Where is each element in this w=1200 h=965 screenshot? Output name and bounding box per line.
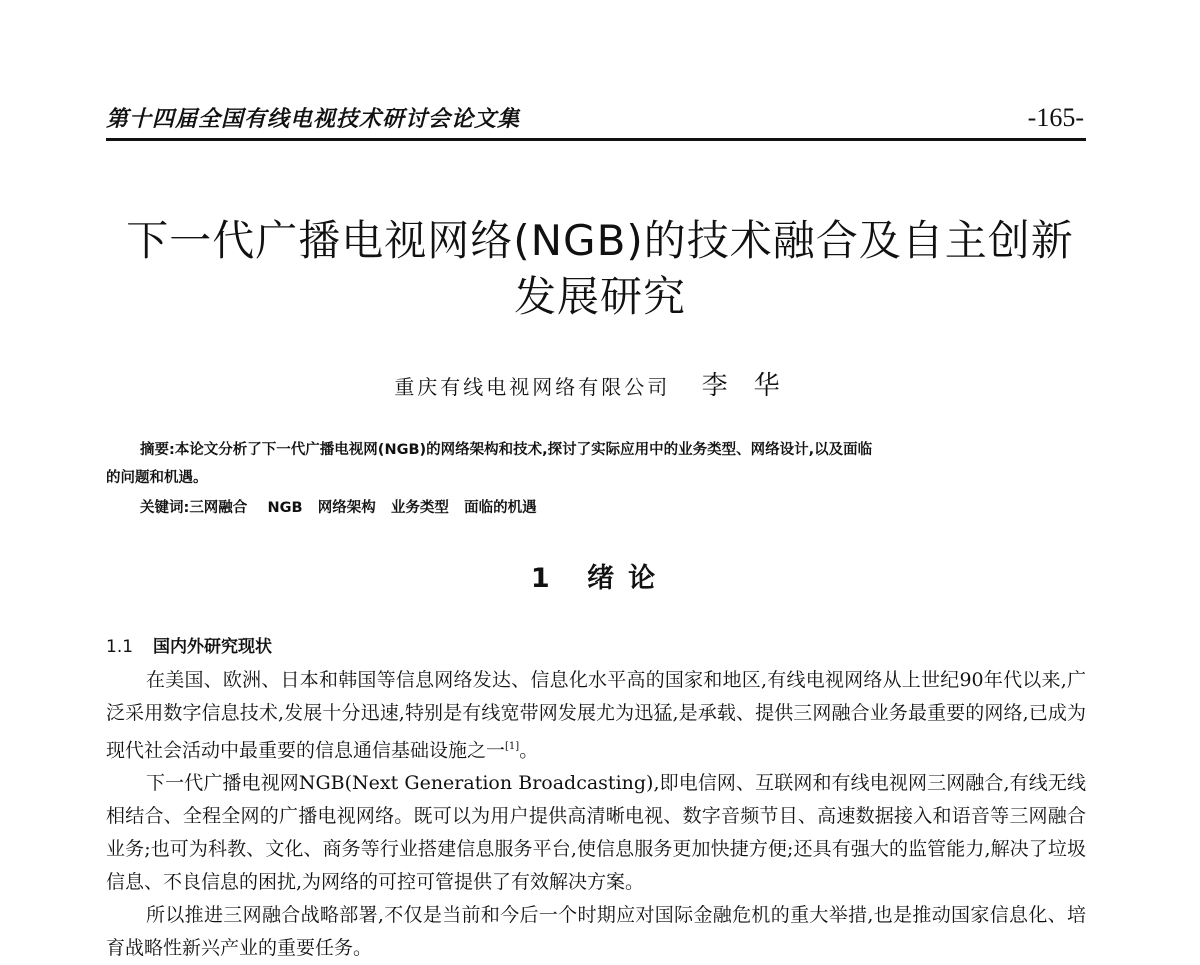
running-header bbox=[106, 98, 1086, 141]
author-name: 李华 bbox=[701, 371, 806, 401]
keyword-item: 三网融合 bbox=[189, 500, 248, 516]
subsection-title: 国内外研究现状 bbox=[153, 637, 273, 657]
paragraph-1-end: 。 bbox=[519, 739, 539, 762]
keyword-item: NGB bbox=[267, 500, 303, 516]
paper-title-line-1: 下一代广播电视网络(NGB)的技术融合及自主创新 bbox=[126, 216, 1074, 265]
section-number: 1 bbox=[530, 563, 564, 594]
abstract bbox=[106, 436, 1086, 492]
keywords-label: 关键词: bbox=[140, 500, 190, 516]
running-title: 第十四届全国有线电视技术研讨会论文集 bbox=[106, 106, 521, 132]
page-number: -165- bbox=[1027, 103, 1084, 132]
subsection-heading bbox=[106, 632, 272, 657]
keyword-item: 业务类型 bbox=[390, 500, 449, 516]
paper-title-line-2: 发展研究 bbox=[513, 272, 686, 321]
abstract-line-1 bbox=[106, 436, 1086, 464]
paper-title bbox=[80, 213, 1120, 325]
section-heading bbox=[0, 556, 1200, 595]
keywords bbox=[140, 496, 537, 520]
paragraph: 下一代广播电视网NGB(Next Generation Broadcasting),即电信网、互联网和有线电视网三网融合,有线无线相结合、全程全网的广播电视网络。既可以为用户提供高清晰电视、数字音频节目、高速数据接入和语音等三网融合业务;也可为科教、文化、商务等行业搭建信息服务平台,使信息服务更加快捷方便;还具有强大的监管能力,解决了垃圾信息、不良信息的困扰,为网络的可控可管提供了有效解决方案。 bbox=[106, 772, 1086, 894]
paragraph bbox=[106, 664, 1086, 767]
author-line bbox=[0, 365, 1200, 402]
citation-reference: [1] bbox=[505, 741, 520, 752]
paragraph: 所以推进三网融合战略部署,不仅是当前和今后一个时期应对国际金融危机的重大举措,也是推动国家信息化、培育战略性新兴产业的重要任务。 bbox=[106, 904, 1086, 960]
keyword-item: 面临的机遇 bbox=[464, 500, 537, 516]
paragraph-1-text: 在美国、欧洲、日本和韩国等信息网络发达、信息化水平高的国家和地区,有线电视网络从上世纪90年代以来,广泛采用数字信息技术,发展十分迅速,特别是有线宽带网发展尤为迅猛,是承载、提供三网融合业务最重要的网络,已成为现代社会活动中最重要的信息通信基础设施之一 bbox=[106, 669, 1086, 762]
body-text bbox=[106, 664, 1086, 965]
keyword-item: 网络架构 bbox=[317, 500, 376, 516]
abstract-line-2: 的问题和机遇。 bbox=[106, 470, 208, 486]
abstract-label: 摘要: bbox=[140, 442, 175, 458]
author-affiliation: 重庆有线电视网络有限公司 bbox=[394, 375, 671, 399]
abstract-text-1: 本论文分析了下一代广播电视网(NGB)的网络架构和技术,探讨了实际应用中的业务类型、网络设计,以及面临 bbox=[174, 442, 873, 458]
section-title: 绪论 bbox=[587, 563, 670, 594]
subsection-number: 1.1 bbox=[106, 637, 134, 657]
